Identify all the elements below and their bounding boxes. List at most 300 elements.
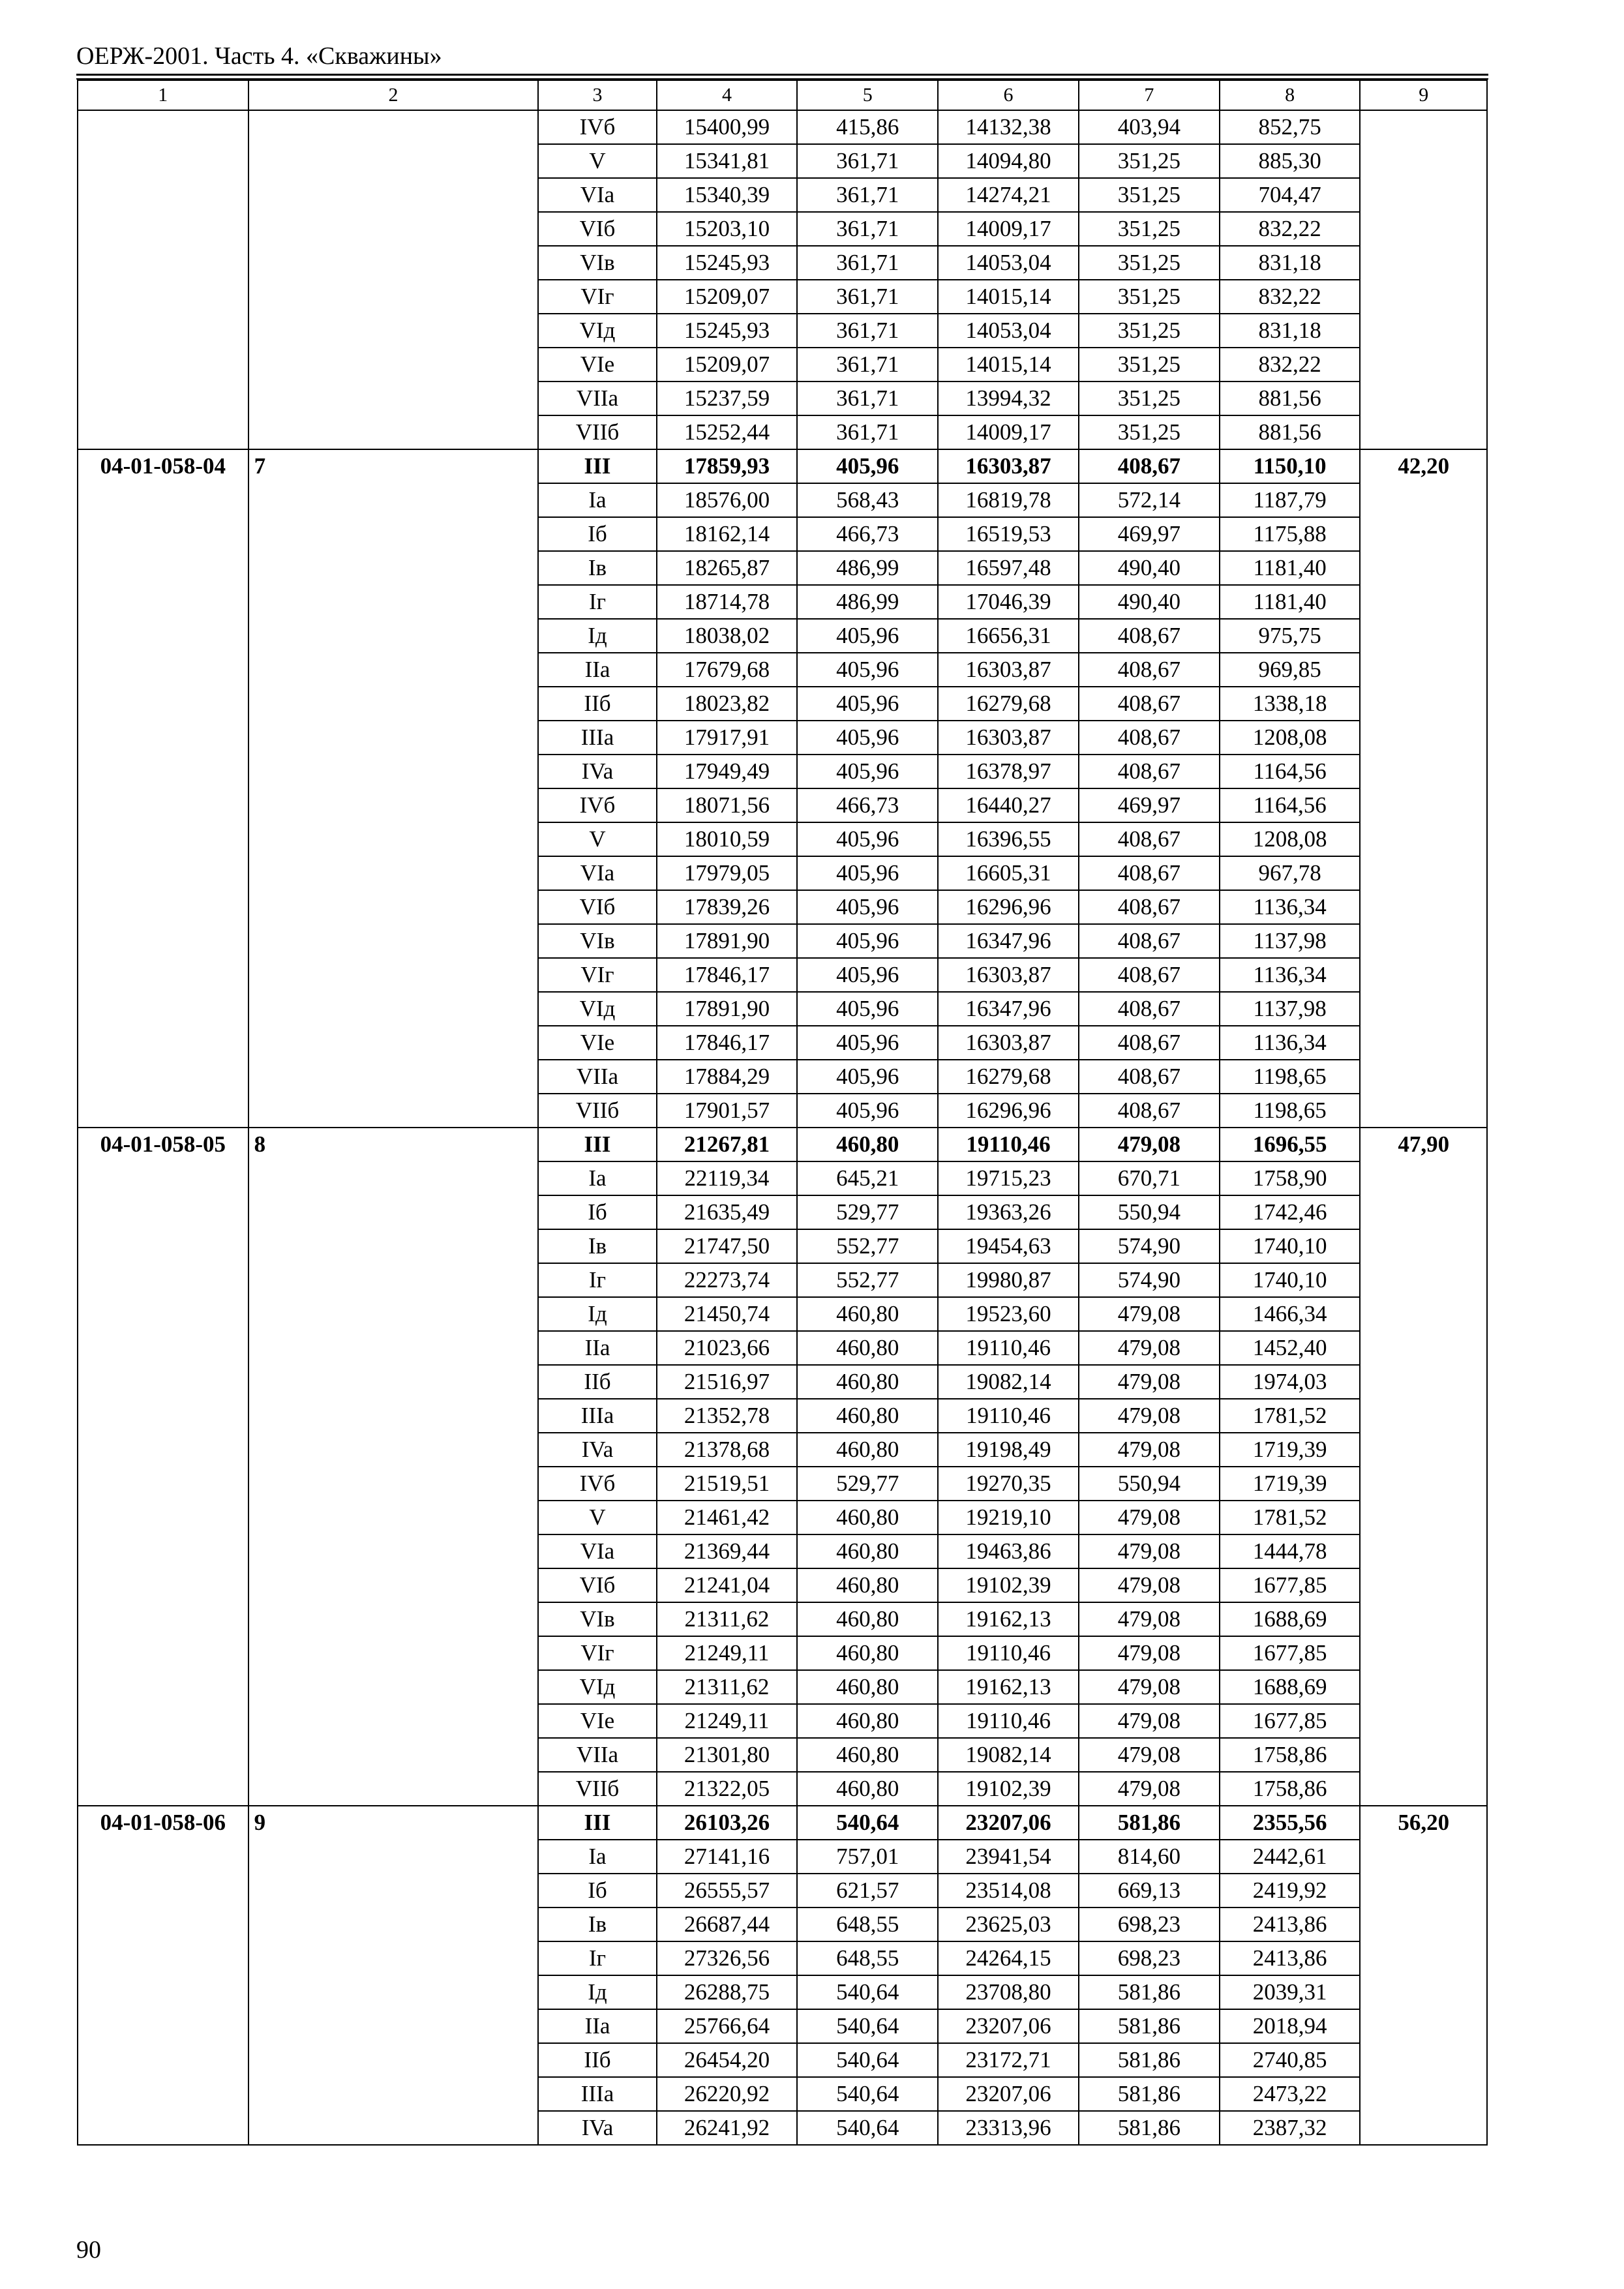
table-cell: 460,80 [797,1772,938,1806]
table-cell: 351,25 [1079,178,1220,212]
table-cell: 19523,60 [938,1297,1079,1331]
table-cell: 831,18 [1220,246,1361,280]
table-cell: 581,86 [1079,2043,1220,2077]
table-cell: VIIб [538,415,656,449]
table-cell: IIa [538,2009,656,2043]
table-cell: 351,25 [1079,246,1220,280]
table-cell: 16303,87 [938,449,1079,483]
table-cell: IIб [538,687,656,721]
table-cell: 469,97 [1079,788,1220,822]
table-cell: 16347,96 [938,924,1079,958]
table-cell: VIIa [538,1738,656,1772]
table-cell: Iв [538,1229,656,1263]
table-cell: 479,08 [1079,1704,1220,1738]
table-cell: 832,22 [1220,212,1361,246]
table-cell: 21369,44 [657,1534,798,1568]
table-cell: 17917,91 [657,721,798,755]
table-cell: 17891,90 [657,992,798,1026]
table-cell: 1181,40 [1220,551,1361,585]
page-number: 90 [76,2236,101,2264]
table-cell: 15209,07 [657,280,798,314]
table-cell: 1338,18 [1220,687,1361,721]
col9-cell-empty [1360,110,1487,449]
table-cell: 405,96 [797,992,938,1026]
table-cell: 408,67 [1079,755,1220,788]
table-cell: 17979,05 [657,856,798,890]
table-cell: 19102,39 [938,1772,1079,1806]
table-cell: 408,67 [1079,1060,1220,1094]
table-cell: 479,08 [1079,1365,1220,1399]
table-cell: 16656,31 [938,619,1079,653]
column-header-row [78,80,1487,110]
table-cell: IIIa [538,1399,656,1433]
table-cell: VIд [538,314,656,348]
table-cell: 26454,20 [657,2043,798,2077]
table-cell: VIг [538,958,656,992]
table-cell: VIe [538,1026,656,1060]
table-cell: 1740,10 [1220,1229,1361,1263]
table-cell: 581,86 [1079,1806,1220,1840]
price-table [77,80,1488,2146]
table-cell: 17046,39 [938,585,1079,619]
column-header: 3 [538,80,656,110]
table-cell: 16296,96 [938,890,1079,924]
table-cell: 581,86 [1079,1975,1220,2009]
table-cell: VIe [538,1704,656,1738]
table-cell: IIб [538,1365,656,1399]
table-cell: 351,25 [1079,314,1220,348]
table-cell: 408,67 [1079,958,1220,992]
table-cell: 698,23 [1079,1941,1220,1975]
table-cell: III [538,1128,656,1161]
table-cell: 21301,80 [657,1738,798,1772]
table-cell: 540,64 [797,2077,938,2111]
table-cell: 18162,14 [657,517,798,551]
table-cell: 405,96 [797,890,938,924]
table-cell: 479,08 [1079,1568,1220,1602]
table-cell: 17846,17 [657,1026,798,1060]
table-cell: 1688,69 [1220,1602,1361,1636]
table-cell: 405,96 [797,856,938,890]
table-cell: 26241,92 [657,2111,798,2145]
table-cell: 1677,85 [1220,1704,1361,1738]
table-cell: 704,47 [1220,178,1361,212]
table-cell: 18714,78 [657,585,798,619]
table-cell: 361,71 [797,212,938,246]
table-cell: 19082,14 [938,1365,1079,1399]
table-cell: 351,25 [1079,348,1220,382]
table-cell: 1150,10 [1220,449,1361,483]
table-cell: 21322,05 [657,1772,798,1806]
table-cell: 540,64 [797,1806,938,1840]
table-cell: 361,71 [797,144,938,178]
table-cell: 1781,52 [1220,1501,1361,1534]
table-cell: 1175,88 [1220,517,1361,551]
table-cell: VIв [538,246,656,280]
table-cell: 21249,11 [657,1704,798,1738]
page-header-title: ОЕРЖ-2001. Часть 4. «Скважины» [76,42,442,70]
table-cell: 18071,56 [657,788,798,822]
table-cell: Iд [538,619,656,653]
table-cell: 490,40 [1079,585,1220,619]
table-cell: 460,80 [797,1297,938,1331]
table-cell: 405,96 [797,687,938,721]
table-cell: 27326,56 [657,1941,798,1975]
table-cell: 460,80 [797,1365,938,1399]
table-body [78,80,1487,2145]
table-cell: 405,96 [797,1094,938,1128]
table-cell: 351,25 [1079,382,1220,415]
table-cell: 552,77 [797,1263,938,1297]
column-header: 5 [797,80,938,110]
table-cell: VIIa [538,1060,656,1094]
table-cell: 405,96 [797,958,938,992]
table-cell: 15341,81 [657,144,798,178]
table-cell: 13994,32 [938,382,1079,415]
table-cell: 22273,74 [657,1263,798,1297]
table-cell: 14094,80 [938,144,1079,178]
table-cell: 16440,27 [938,788,1079,822]
table-cell: 2442,61 [1220,1840,1361,1874]
table-cell: 1688,69 [1220,1670,1361,1704]
table-cell: 351,25 [1079,144,1220,178]
table-cell: 27141,16 [657,1840,798,1874]
table-cell: 21267,81 [657,1128,798,1161]
table-cell: VIa [538,856,656,890]
table-cell: 16303,87 [938,1026,1079,1060]
table-cell: 2740,85 [1220,2043,1361,2077]
table-cell: 21450,74 [657,1297,798,1331]
table-cell: Ia [538,1840,656,1874]
table-cell: 486,99 [797,551,938,585]
table-cell: 479,08 [1079,1501,1220,1534]
table-cell: 460,80 [797,1602,938,1636]
table-cell: 2419,92 [1220,1874,1361,1908]
table-cell: 648,55 [797,1908,938,1941]
table-cell: 23313,96 [938,2111,1079,2145]
table-cell: VIб [538,212,656,246]
table-cell: 19980,87 [938,1263,1079,1297]
table-cell: 479,08 [1079,1331,1220,1365]
table-cell: IVa [538,2111,656,2145]
table-cell: 361,71 [797,178,938,212]
table-cell: VIa [538,178,656,212]
table-cell: VIд [538,992,656,1026]
table-cell: 405,96 [797,1026,938,1060]
table-cell: VIг [538,1636,656,1670]
col9-cell: 42,20 [1360,449,1487,1128]
table-cell: 23207,06 [938,2077,1079,2111]
table-cell: V [538,1501,656,1534]
table-cell: 1164,56 [1220,755,1361,788]
table-cell: 1187,79 [1220,483,1361,517]
table-cell: 469,97 [1079,517,1220,551]
table-cell: 21311,62 [657,1670,798,1704]
table-cell: VIг [538,280,656,314]
table-cell: 831,18 [1220,314,1361,348]
table-cell: 14274,21 [938,178,1079,212]
table-cell: 23207,06 [938,2009,1079,2043]
table-cell: 885,30 [1220,144,1361,178]
table-cell: 19102,39 [938,1568,1079,1602]
table-cell: 408,67 [1079,721,1220,755]
table-cell: 1136,34 [1220,1026,1361,1060]
table-cell: IIIa [538,721,656,755]
table-cell: Iг [538,1263,656,1297]
table-cell: 26555,57 [657,1874,798,1908]
table-cell: 2018,94 [1220,2009,1361,2043]
table-cell: 19082,14 [938,1738,1079,1772]
table-cell: 16296,96 [938,1094,1079,1128]
table-cell: 16819,78 [938,483,1079,517]
table-row-main [78,1128,1487,1161]
table-cell: VIIб [538,1094,656,1128]
code-cell: 04-01-058-06 [78,1806,248,2145]
table-cell: 1444,78 [1220,1534,1361,1568]
table-cell: 405,96 [797,755,938,788]
table-cell: 486,99 [797,585,938,619]
table-cell: 552,77 [797,1229,938,1263]
table-cell: 460,80 [797,1636,938,1670]
table-cell: 18038,02 [657,619,798,653]
table-cell: IVa [538,755,656,788]
table-cell: 408,67 [1079,856,1220,890]
table-cell: 479,08 [1079,1297,1220,1331]
table-cell: V [538,144,656,178]
col9-cell: 56,20 [1360,1806,1487,2145]
table-cell: 14053,04 [938,314,1079,348]
table-cell: 16279,68 [938,1060,1079,1094]
table-cell: IVб [538,1467,656,1501]
name-cell: 7 [248,449,539,1128]
table-cell: 405,96 [797,924,938,958]
table-cell: 1466,34 [1220,1297,1361,1331]
table-cell: 18023,82 [657,687,798,721]
table-cell: 645,21 [797,1161,938,1195]
table-cell: III [538,449,656,483]
table-cell: 17846,17 [657,958,798,992]
table-cell: 1740,10 [1220,1263,1361,1297]
table-cell: 14015,14 [938,348,1079,382]
header-rule-thick [76,74,1488,76]
name-cell: 9 [248,1806,539,2145]
table-cell: 14009,17 [938,415,1079,449]
table-row-main [78,449,1487,483]
table-cell: 17901,57 [657,1094,798,1128]
table-cell: 16396,55 [938,822,1079,856]
table-cell: 19219,10 [938,1501,1079,1534]
table-cell: 17949,49 [657,755,798,788]
table-cell: 21352,78 [657,1399,798,1433]
code-cell: 04-01-058-05 [78,1128,248,1806]
table-cell: 14053,04 [938,246,1079,280]
table-cell: 351,25 [1079,415,1220,449]
column-header: 6 [938,80,1079,110]
table-cell: 23172,71 [938,2043,1079,2077]
column-header: 1 [78,80,248,110]
table-cell: 550,94 [1079,1195,1220,1229]
table-cell: 2355,56 [1220,1806,1361,1840]
table-cell: 1137,98 [1220,924,1361,958]
table-cell: 1181,40 [1220,585,1361,619]
table-cell: 17891,90 [657,924,798,958]
column-header: 2 [248,80,539,110]
table-cell: 408,67 [1079,619,1220,653]
table-cell: 2039,31 [1220,1975,1361,2009]
table-cell: 26103,26 [657,1806,798,1840]
table-cell: 15209,07 [657,348,798,382]
table-cell: 16378,97 [938,755,1079,788]
table-cell: 21516,97 [657,1365,798,1399]
table-cell: 15400,99 [657,110,798,144]
table-cell: 1974,03 [1220,1365,1361,1399]
table-cell: 405,96 [797,1060,938,1094]
code-cell: 04-01-058-04 [78,449,248,1128]
table-cell: 14009,17 [938,212,1079,246]
table-cell: Iб [538,1195,656,1229]
table-cell: 975,75 [1220,619,1361,653]
table-cell: 23207,06 [938,1806,1079,1840]
table-cell: 460,80 [797,1568,938,1602]
table-cell: 361,71 [797,348,938,382]
table-cell: Iв [538,551,656,585]
table-cell: 852,75 [1220,110,1361,144]
table-cell: 23514,08 [938,1874,1079,1908]
table-cell: 19162,13 [938,1670,1079,1704]
table-cell: 18576,00 [657,483,798,517]
table-cell: 1677,85 [1220,1636,1361,1670]
table-cell: 2413,86 [1220,1941,1361,1975]
table-cell: 1164,56 [1220,788,1361,822]
table-cell: 16597,48 [938,551,1079,585]
table-cell: VIв [538,924,656,958]
table-cell: 23941,54 [938,1840,1079,1874]
table-cell: 881,56 [1220,382,1361,415]
table-cell: IVб [538,788,656,822]
table-cell: 479,08 [1079,1534,1220,1568]
table-cell: 405,96 [797,619,938,653]
table-cell: VIa [538,1534,656,1568]
table-cell: 22119,34 [657,1161,798,1195]
table-cell: 408,67 [1079,890,1220,924]
table-cell: 479,08 [1079,1670,1220,1704]
table-cell: 17679,68 [657,653,798,687]
table-cell: 574,90 [1079,1263,1220,1297]
table-cell: VIIa [538,382,656,415]
table-cell: 19162,13 [938,1602,1079,1636]
table-cell: 14015,14 [938,280,1079,314]
table-cell: 572,14 [1079,483,1220,517]
table-cell: 479,08 [1079,1636,1220,1670]
table-cell: 1742,46 [1220,1195,1361,1229]
table-cell: 26687,44 [657,1908,798,1941]
table-cell: 540,64 [797,2009,938,2043]
column-header: 4 [657,80,798,110]
table-cell: 415,86 [797,110,938,144]
table-cell: 832,22 [1220,348,1361,382]
table-cell: 19110,46 [938,1704,1079,1738]
table-cell: 1136,34 [1220,890,1361,924]
table-cell: 19110,46 [938,1636,1079,1670]
table-cell: 21635,49 [657,1195,798,1229]
table-cell: 21747,50 [657,1229,798,1263]
table-cell: 1198,65 [1220,1094,1361,1128]
table-cell: V [538,822,656,856]
table-cell: 25766,64 [657,2009,798,2043]
table-cell: 529,77 [797,1467,938,1501]
table-cell: 1758,86 [1220,1738,1361,1772]
code-cell-empty [78,110,248,449]
table-cell: 15237,59 [657,382,798,415]
table-cell: 581,86 [1079,2077,1220,2111]
table-cell: Ia [538,1161,656,1195]
table-cell: Iг [538,585,656,619]
table-cell: 460,80 [797,1738,938,1772]
table-cell: 17884,29 [657,1060,798,1094]
table-cell: 1781,52 [1220,1399,1361,1433]
table-cell: 21241,04 [657,1568,798,1602]
table-cell: 460,80 [797,1704,938,1738]
table-cell: 23625,03 [938,1908,1079,1941]
table-cell: 26220,92 [657,2077,798,2111]
table-cell: 16279,68 [938,687,1079,721]
table-cell: 621,57 [797,1874,938,1908]
table-cell: 17859,93 [657,449,798,483]
table-cell: 540,64 [797,1975,938,2009]
table-cell: 574,90 [1079,1229,1220,1263]
table-cell: Iд [538,1297,656,1331]
table-cell: IIб [538,2043,656,2077]
table-cell: 18265,87 [657,551,798,585]
table-cell: 1719,39 [1220,1433,1361,1467]
table-cell: 351,25 [1079,212,1220,246]
table-cell: 460,80 [797,1501,938,1534]
table-cell: 1758,86 [1220,1772,1361,1806]
table-cell: Iб [538,1874,656,1908]
table-cell: 19110,46 [938,1128,1079,1161]
table-cell: 1208,08 [1220,721,1361,755]
table-cell: 408,67 [1079,1094,1220,1128]
table-cell: 361,71 [797,382,938,415]
table-cell: 1136,34 [1220,958,1361,992]
table-cell: 460,80 [797,1534,938,1568]
column-header: 8 [1220,80,1361,110]
table-cell: Ia [538,483,656,517]
table-cell: Iг [538,1941,656,1975]
table-cell: 21249,11 [657,1636,798,1670]
table-cell: 405,96 [797,653,938,687]
table-cell: 969,85 [1220,653,1361,687]
table-cell: 1719,39 [1220,1467,1361,1501]
table-cell: 19110,46 [938,1331,1079,1365]
table-cell: 16605,31 [938,856,1079,890]
table-cell: 648,55 [797,1941,938,1975]
table-cell: Iб [538,517,656,551]
table-cell: IIIa [538,2077,656,2111]
table-cell: 479,08 [1079,1738,1220,1772]
table-cell: 408,67 [1079,653,1220,687]
table-cell: 361,71 [797,415,938,449]
table-cell: 19363,26 [938,1195,1079,1229]
table-cell: 15340,39 [657,178,798,212]
table-cell: 568,43 [797,483,938,517]
table-cell: 2473,22 [1220,2077,1361,2111]
table-cell: 698,23 [1079,1908,1220,1941]
table-cell: 757,01 [797,1840,938,1874]
table-cell: 529,77 [797,1195,938,1229]
table-cell: 19270,35 [938,1467,1079,1501]
table-cell: 351,25 [1079,280,1220,314]
